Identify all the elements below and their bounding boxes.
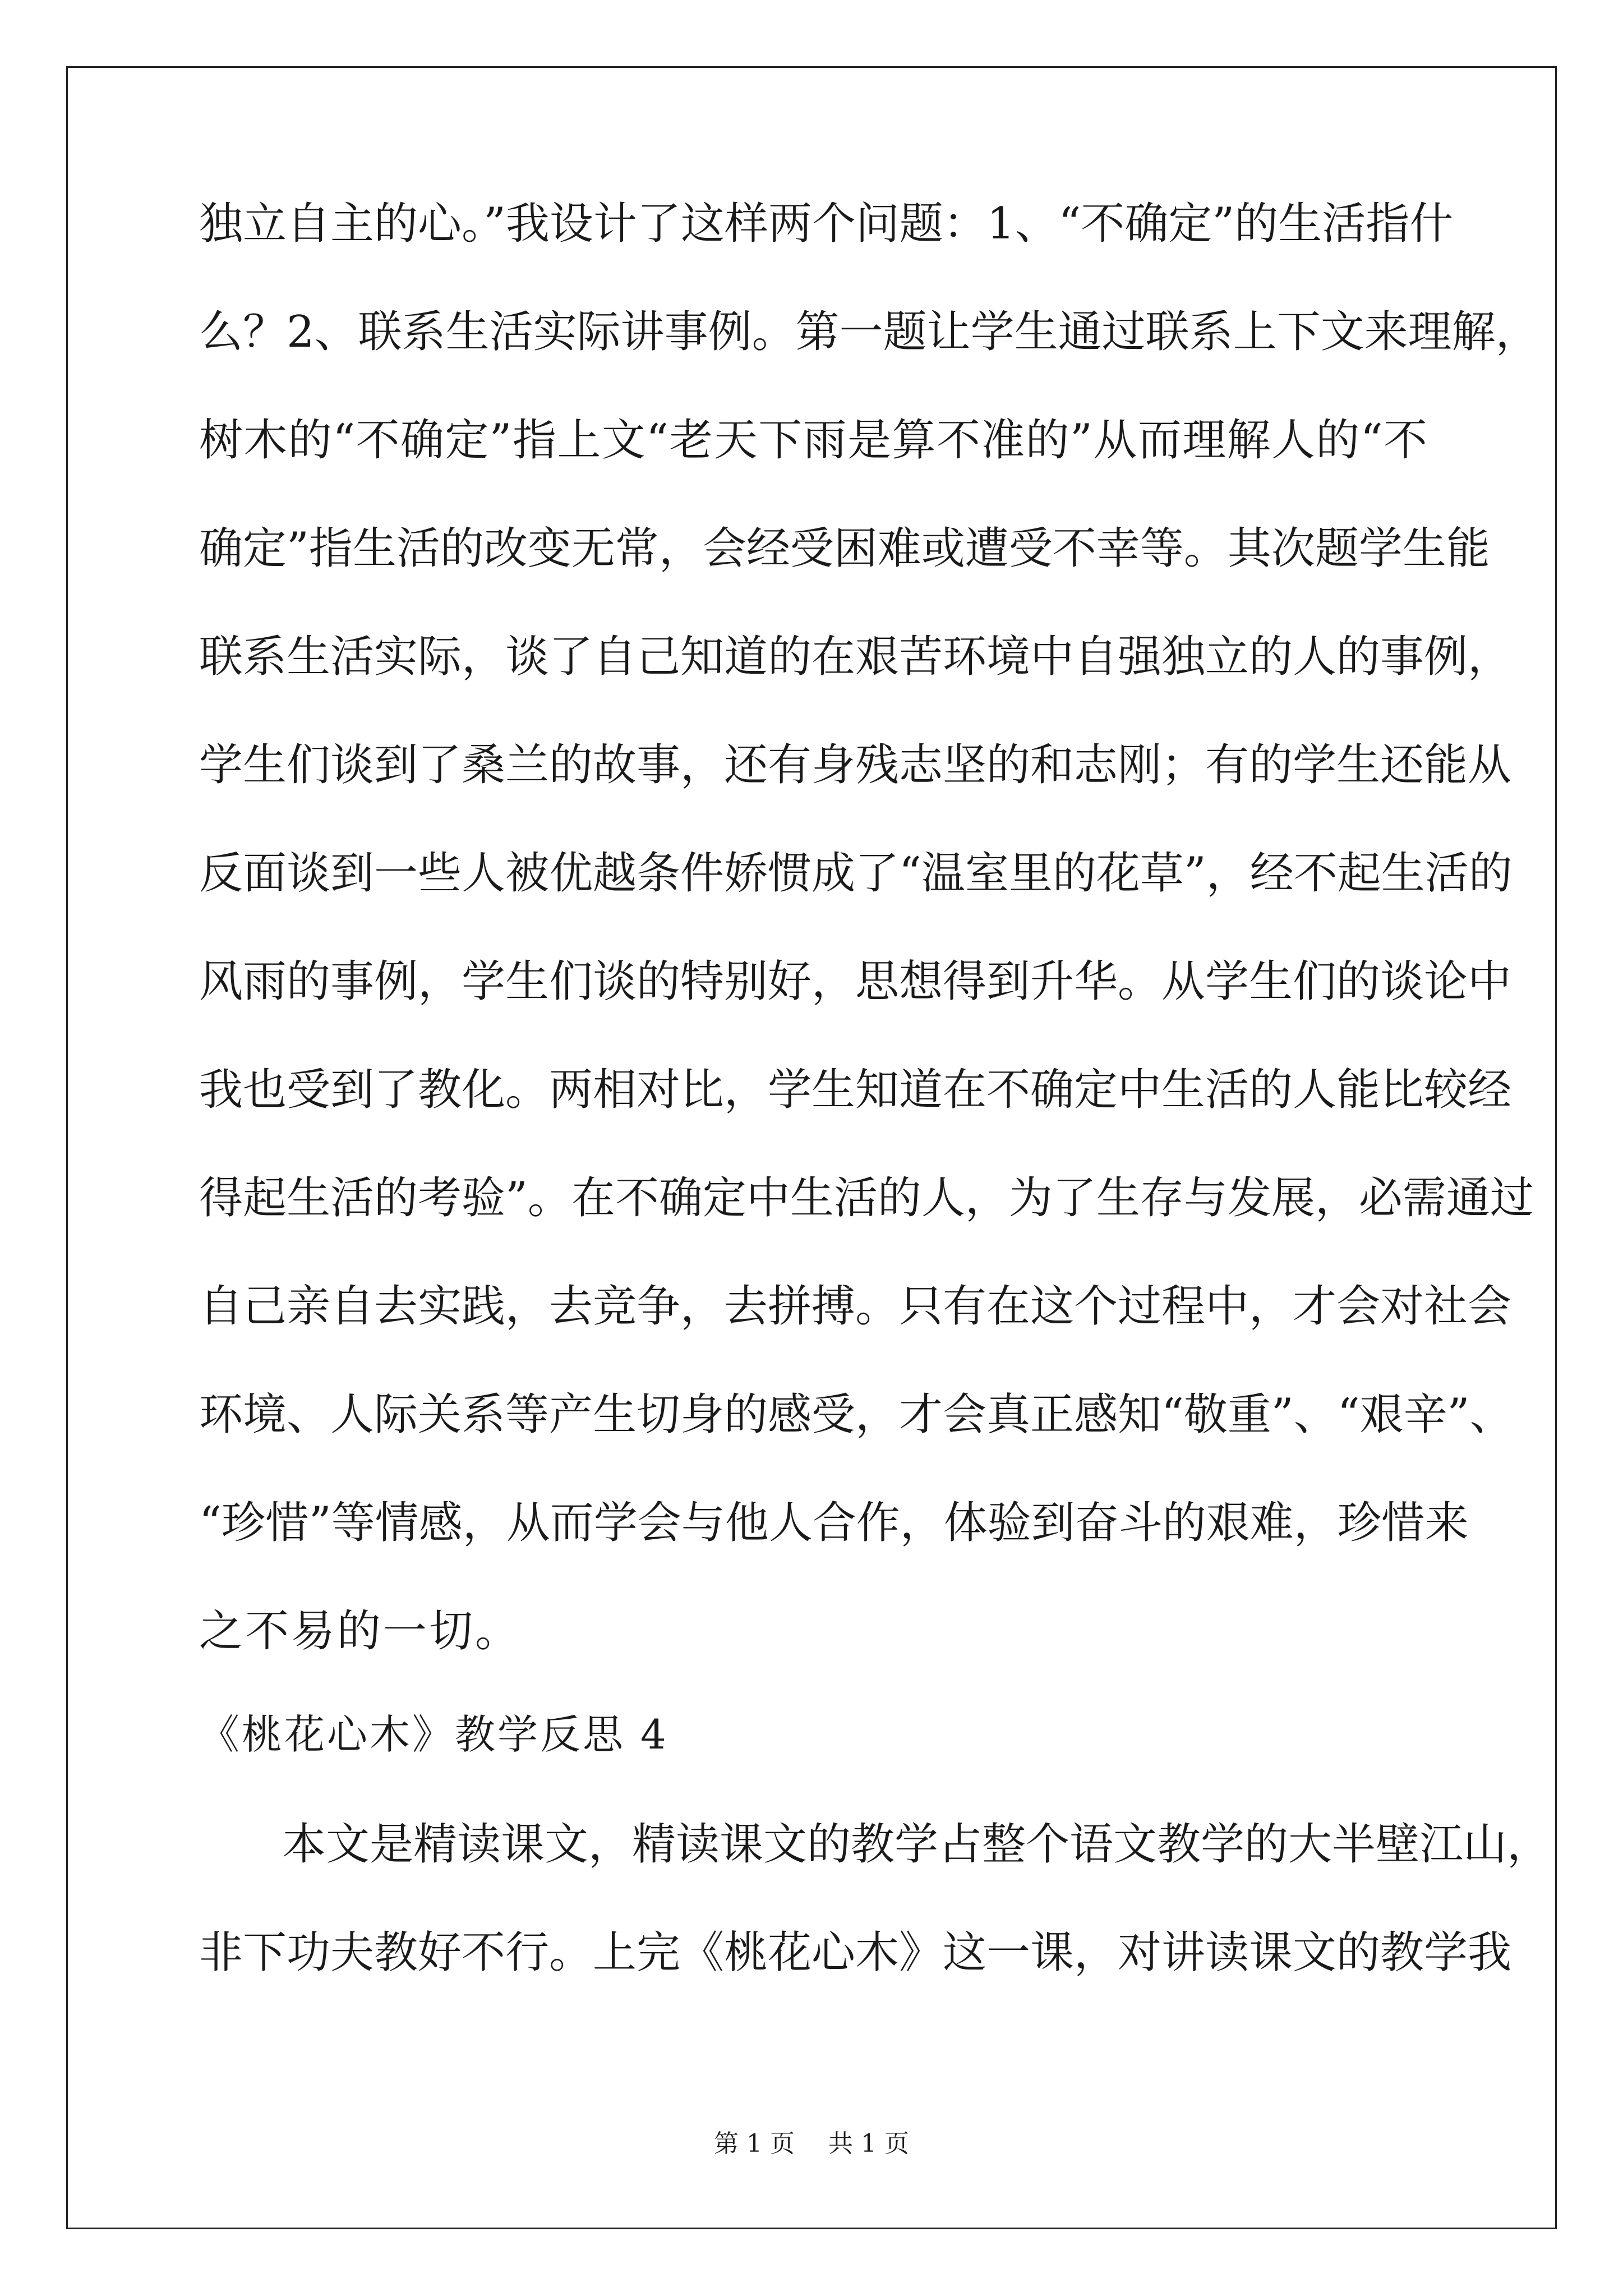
body-line: 自己亲自去实践，去竞争，去拼搏。只有在这个过程中，才会对社会: [199, 1281, 1512, 1332]
body-line: 环境、人际关系等产生切身的感受，才会真正感知“敬重”、“艰辛”、: [199, 1389, 1514, 1440]
section-body-line: 本文是精读课文，精读课文的教学占整个语文教学的大半壁江山，: [282, 1819, 1551, 1870]
body-line: 之不易的一切。: [199, 1606, 522, 1657]
body-line: 风雨的事例，学生们谈的特别好，思想得到升华。从学生们的谈论中: [199, 956, 1512, 1007]
page-total: 共 1 页: [828, 2129, 909, 2158]
body-line: 学生们谈到了桑兰的故事，还有身残志坚的和志刚；有的学生还能从: [199, 740, 1512, 790]
body-line: “珍惜”等情感，从而学会与他人合作，体验到奋斗的艰难，珍惜来: [199, 1498, 1469, 1548]
page-footer: [0, 2129, 1623, 2158]
page-number: 第 1 页: [714, 2129, 795, 2158]
body-line: 树木的“不确定”指上文“老天下雨是算不准的”从而理解人的“不: [199, 415, 1427, 466]
section-heading: 《桃花心木》教学反思 4: [199, 1711, 668, 1758]
body-line: 我也受到了教化。两相对比，学生知道在不确定中生活的人能比较经: [199, 1065, 1512, 1115]
body-line: 么？2、联系生活实际讲事例。第一题让学生通过联系上下文来理解，: [199, 307, 1539, 357]
body-line: 确定”指生活的改变无常，会经受困难或遭受不幸等。其次题学生能: [199, 523, 1490, 574]
body-line: 反面谈到一些人被优越条件娇惯成了“温室里的花草”，经不起生活的: [199, 848, 1513, 899]
body-line: 独立自主的心。”我设计了这样两个问题：1、“不确定”的生活指什: [199, 199, 1454, 249]
section-body-line: 非下功夫教好不行。上完《桃花心木》这一课，对讲读课文的教学我: [199, 1927, 1512, 1978]
body-line: 联系生活实际，谈了自己知道的在艰苦环境中自强独立的人的事例，: [199, 632, 1512, 682]
page-border: [66, 66, 1557, 2229]
body-line: 得起生活的考验”。在不确定中生活的人，为了生存与发展，必需通过: [199, 1173, 1534, 1223]
